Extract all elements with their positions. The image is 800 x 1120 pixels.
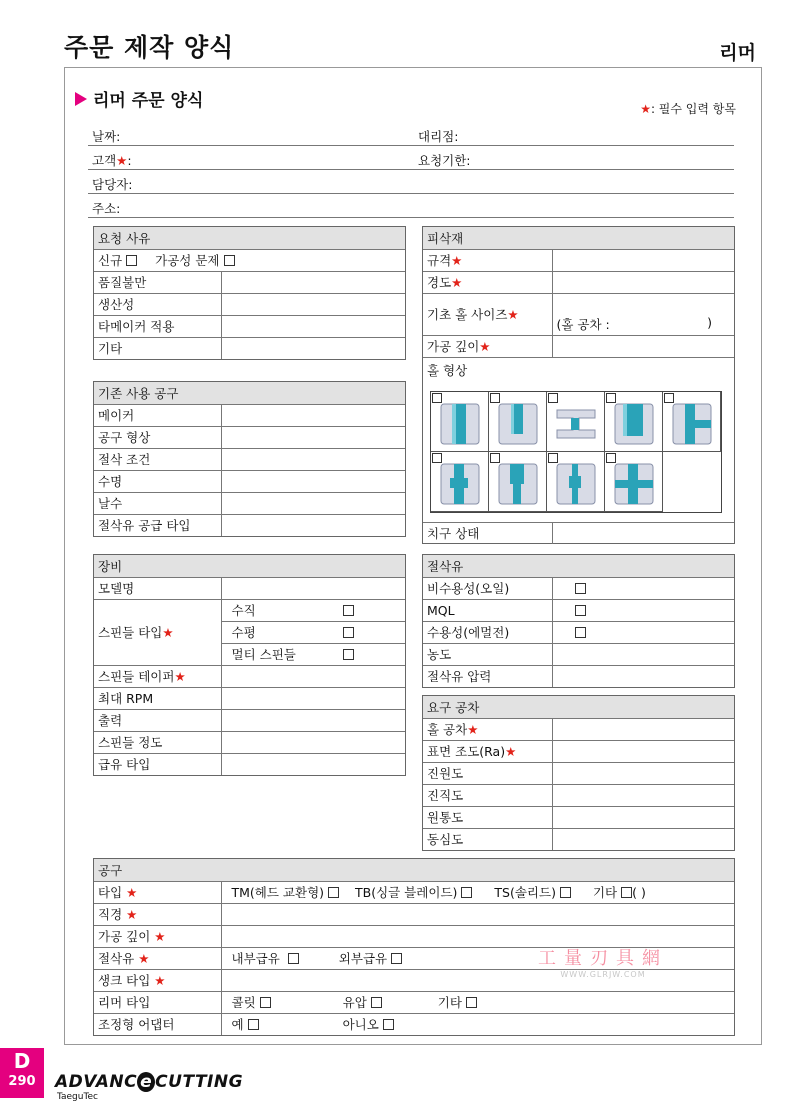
blind-hole-icon	[495, 400, 541, 448]
max-rpm-field[interactable]	[221, 687, 405, 709]
adapter-label: 조정형 어댑터	[94, 1013, 221, 1035]
watermark-text: 工量刃具網	[538, 948, 668, 969]
info-row-2	[88, 146, 734, 170]
hole-shape-8[interactable]	[547, 452, 605, 512]
workpiece-base-hole-label: 기초 홀 사이즈★	[423, 293, 552, 335]
cross-hole-icon	[553, 400, 599, 448]
intersecting-hole-icon	[669, 400, 715, 448]
hole-shape-3[interactable]	[547, 392, 605, 452]
adapter-yes-label: 예	[231, 1017, 244, 1033]
hole-tolerance-open: (홀 공차 :	[556, 316, 610, 332]
hole-shape-7[interactable]	[489, 452, 547, 512]
reason-competitor-field[interactable]	[221, 315, 405, 337]
section-header: 피삭재	[423, 227, 734, 249]
required-note: ★: 필수 입력 항목	[640, 102, 736, 116]
tol-concentricity-field[interactable]	[552, 828, 734, 850]
tool-shank-label: 생크 타입 ★	[94, 969, 221, 991]
spindle-accuracy-label: 스핀들 정도	[94, 731, 221, 753]
workpiece-depth-field[interactable]	[552, 335, 734, 357]
section-coolant	[422, 554, 735, 688]
tol-roundness-label: 진원도	[423, 762, 552, 784]
page-title: 주문 제작 양식	[64, 33, 235, 62]
section-existing-tool	[93, 381, 406, 537]
existing-maker-field[interactable]	[221, 404, 405, 426]
existing-life-field[interactable]	[221, 470, 405, 492]
section-tab	[0, 1048, 44, 1098]
coolant-mql-label: MQL	[423, 599, 552, 621]
through-hole-icon	[437, 400, 483, 448]
form-title-text: 리머 주문 양식	[93, 91, 204, 111]
existing-flutes-label: 날수	[94, 492, 221, 514]
tool-type-other-paren: ( )	[632, 885, 646, 900]
info-row-4	[88, 194, 734, 218]
page-category: 리머	[719, 42, 756, 64]
coolant-emulsion-checkbox[interactable]	[575, 627, 586, 638]
tol-roundness-field[interactable]	[552, 762, 734, 784]
spindle-taper-field[interactable]	[221, 665, 405, 687]
existing-flutes-field[interactable]	[221, 492, 405, 514]
spindle-horizontal-label: 수평	[221, 621, 335, 643]
existing-coolant-label: 절삭유 공급 타입	[94, 514, 221, 536]
section-header: 기존 사용 공구	[94, 382, 405, 404]
hole-shape-empty	[663, 452, 721, 512]
deadline-label: 요청기한:	[418, 153, 471, 168]
adapter-no-label: 아니오	[342, 1017, 379, 1033]
hole-tolerance-close: )	[707, 314, 712, 330]
coolant-internal-label: 내부급유	[231, 951, 280, 966]
dealer-label: 대리점:	[418, 129, 459, 144]
cross-intersect-hole-icon	[611, 460, 657, 508]
section-tolerance	[422, 695, 735, 851]
tol-concentricity-label: 동심도	[423, 828, 552, 850]
tol-straightness-field[interactable]	[552, 784, 734, 806]
section-header: 요청 사유	[94, 227, 405, 249]
tool-diameter-field[interactable]	[221, 903, 734, 925]
tol-roughness-field[interactable]	[552, 740, 734, 762]
workpiece-jig-label: 치구 상태	[423, 522, 552, 544]
tool-type-other-label: 기타	[592, 885, 618, 900]
coolant-emulsion-label: 수용성(에멀전)	[423, 621, 552, 643]
brand-logo: ADVANC e CUTTING TaeguTec	[55, 1072, 244, 1102]
adapter-yes-checkbox[interactable]	[248, 1019, 259, 1030]
watermark-url: WWW.GLRJW.COM	[560, 970, 646, 979]
reason-other-field[interactable]	[221, 337, 405, 359]
tol-straightness-label: 진직도	[423, 784, 552, 806]
workpiece-spec-field[interactable]	[552, 249, 734, 271]
workpiece-jig-field[interactable]	[552, 522, 734, 544]
reamer-collet-label: 콜릿	[231, 995, 256, 1010]
tool-type-tm-label: TM(헤드 교환형)	[231, 885, 325, 900]
reason-new-label: 신규	[98, 253, 123, 268]
max-rpm-label: 최대 RPM	[94, 687, 221, 709]
tool-type-other-checkbox[interactable]	[621, 887, 632, 898]
existing-coolant-field[interactable]	[221, 514, 405, 536]
tool-type-ts-checkbox[interactable]	[560, 887, 571, 898]
tol-hole-label: 홀 공차★	[423, 718, 552, 740]
hole-shape-4[interactable]	[605, 392, 663, 452]
hole-shape-grid	[430, 391, 722, 513]
tool-type-tb-label: TB(싱글 블레이드)	[355, 885, 458, 900]
coolant-mql-checkbox[interactable]	[575, 605, 586, 616]
hole-shape-5[interactable]	[663, 392, 721, 452]
workpiece-hardness-label: 경도★	[423, 271, 552, 293]
customer-label: 고객★:	[92, 153, 132, 168]
narrow-step-hole-icon	[553, 460, 599, 508]
tol-roughness-label: 표면 조도(Ra)★	[423, 740, 552, 762]
spindle-vertical-checkbox[interactable]	[343, 605, 354, 616]
hole-shape-2[interactable]	[489, 392, 547, 452]
coolant-oil-checkbox[interactable]	[575, 583, 586, 594]
tol-cylindricity-field[interactable]	[552, 806, 734, 828]
section-equipment	[93, 554, 406, 776]
reamer-collet-checkbox[interactable]	[260, 997, 271, 1008]
page-number: 290	[8, 1074, 36, 1089]
workpiece-depth-label: 가공 깊이★	[423, 335, 552, 357]
existing-shape-label: 공구 형상	[94, 426, 221, 448]
maker-name: TaeguTec	[57, 1092, 98, 1102]
workpiece-hardness-field[interactable]	[552, 271, 734, 293]
tool-type-ts-label: TS(솔리드)	[494, 885, 556, 900]
reamer-hydraulic-checkbox[interactable]	[371, 997, 382, 1008]
spindle-type-label: 스핀들 타입★	[94, 599, 221, 665]
reamer-hydraulic-label: 유압	[342, 995, 367, 1010]
reason-quality-label: 품질불만	[94, 271, 221, 293]
workpiece-spec-label: 규격★	[423, 249, 552, 271]
reason-competitor-label: 타메이커 적용	[94, 315, 221, 337]
address-label: 주소:	[92, 201, 121, 216]
spindle-vertical-label: 수직	[221, 599, 335, 621]
tool-type-tm-checkbox[interactable]	[328, 887, 339, 898]
spindle-multi-checkbox[interactable]	[343, 649, 354, 660]
spindle-accuracy-field[interactable]	[221, 731, 405, 753]
reason-machinability-label: 가공성 문제	[155, 253, 220, 268]
coolant-external-checkbox[interactable]	[391, 953, 402, 964]
reamer-type-label: 리머 타입	[94, 991, 221, 1013]
equipment-model-label: 모델명	[94, 577, 221, 599]
info-row-3	[88, 170, 734, 194]
reason-productivity-label: 생산성	[94, 293, 221, 315]
coolant-oil-label: 비수용성(오일)	[423, 577, 552, 599]
tool-type-tb-checkbox[interactable]	[461, 887, 472, 898]
triangle-bullet-icon	[75, 92, 87, 106]
reason-other-label: 기타	[94, 337, 221, 359]
spindle-taper-label: 스핀들 테이퍼★	[94, 665, 221, 687]
reason-quality-field[interactable]	[221, 271, 405, 293]
hole-shape-1[interactable]	[431, 392, 489, 452]
manager-label: 담당자:	[92, 177, 133, 192]
coolant-supply-label: 급유 타입	[94, 753, 221, 775]
coolant-internal-checkbox[interactable]	[288, 953, 299, 964]
coolant-pressure-label: 절삭유 압력	[423, 665, 552, 687]
wide-blind-hole-icon	[611, 400, 657, 448]
coolant-external-label: 외부급유	[338, 951, 388, 966]
tool-diameter-label: 직경 ★	[94, 903, 221, 925]
hole-shape-6[interactable]	[431, 452, 489, 512]
coolant-supply-field[interactable]	[221, 753, 405, 775]
tool-type-label: 타입 ★	[94, 881, 221, 903]
section-header: 공구	[94, 859, 734, 881]
spindle-multi-label: 멀티 스핀들	[221, 643, 335, 665]
star-icon: ★	[640, 102, 651, 116]
power-field[interactable]	[221, 709, 405, 731]
adapter-no-checkbox[interactable]	[383, 1019, 394, 1030]
reason-productivity-field[interactable]	[221, 293, 405, 315]
tol-cylindricity-label: 원통도	[423, 806, 552, 828]
tol-hole-field[interactable]	[552, 718, 734, 740]
info-row-1	[88, 122, 734, 146]
section-tab-letter: D	[13, 1049, 31, 1073]
reason-new-checkbox[interactable]	[126, 255, 137, 266]
watermark	[538, 944, 668, 979]
stepped-hole-icon	[495, 460, 541, 508]
equipment-model-field[interactable]	[221, 577, 405, 599]
existing-maker-label: 메이커	[94, 404, 221, 426]
coolant-concentration-label: 농도	[423, 643, 552, 665]
section-header: 요구 공차	[423, 696, 734, 718]
workpiece-base-hole-field[interactable]	[552, 293, 734, 335]
power-label: 출력	[94, 709, 221, 731]
form-title	[75, 86, 203, 111]
coolant-concentration-field[interactable]	[552, 643, 734, 665]
hole-shape-9[interactable]	[605, 452, 663, 512]
existing-life-label: 수명	[94, 470, 221, 492]
existing-condition-label: 절삭 조건	[94, 448, 221, 470]
section-header: 절삭유	[423, 555, 734, 577]
reason-machinability-checkbox[interactable]	[224, 255, 235, 266]
reamer-other-label: 기타	[437, 995, 462, 1010]
tool-coolant-label: 절삭유 ★	[94, 947, 221, 969]
date-label: 날짜:	[92, 129, 121, 144]
spindle-horizontal-checkbox[interactable]	[343, 627, 354, 638]
section-request-reason	[93, 226, 406, 360]
existing-shape-field[interactable]	[221, 426, 405, 448]
existing-condition-field[interactable]	[221, 448, 405, 470]
grooved-hole-icon	[437, 460, 483, 508]
tool-depth-label: 가공 깊이 ★	[94, 925, 221, 947]
coolant-pressure-field[interactable]	[552, 665, 734, 687]
reamer-other-checkbox[interactable]	[466, 997, 477, 1008]
section-header: 장비	[94, 555, 405, 577]
hole-shape-label: 홀 형상	[427, 362, 468, 378]
